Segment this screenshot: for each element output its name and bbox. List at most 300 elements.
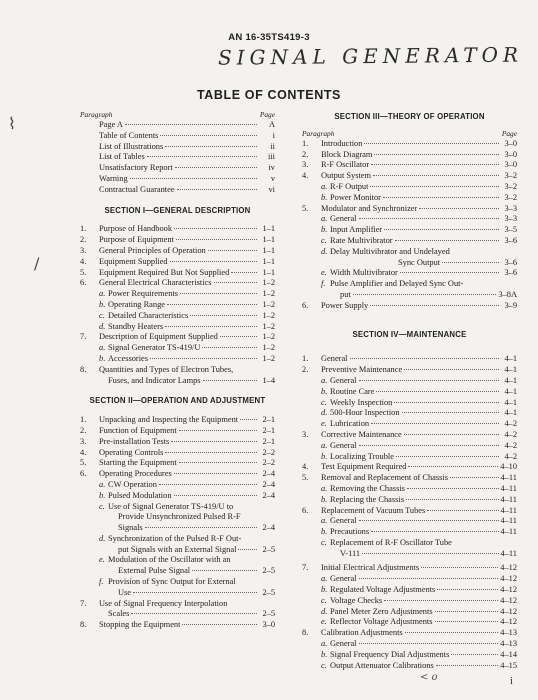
dot-leader bbox=[125, 124, 257, 125]
dot-leader bbox=[374, 154, 499, 155]
subparagraph-letter: d. bbox=[321, 408, 328, 418]
subparagraph-letter: b. bbox=[99, 353, 106, 363]
dot-leader bbox=[130, 178, 257, 179]
toc-entry[interactable] bbox=[80, 480, 275, 491]
entry-title: General bbox=[330, 440, 357, 450]
toc-entry[interactable] bbox=[302, 193, 517, 204]
dot-leader bbox=[371, 423, 499, 424]
entry-page: iv bbox=[268, 163, 275, 173]
toc-entry-continuation[interactable]: Fuses, and Indicator Lamps 1–4 bbox=[108, 375, 275, 385]
toc-entry[interactable] bbox=[302, 473, 517, 484]
toc-entry[interactable] bbox=[302, 365, 517, 376]
section-1-list bbox=[80, 224, 275, 364]
entry-title: General bbox=[330, 516, 357, 526]
toc-entry[interactable] bbox=[302, 495, 517, 506]
toc-entry[interactable] bbox=[302, 387, 517, 398]
subparagraph-letter: a. bbox=[99, 343, 106, 353]
toc-entry[interactable] bbox=[80, 268, 275, 279]
section-2-title: SECTION II—OPERATION AND ADJUSTMENT bbox=[89, 396, 266, 406]
toc-entry[interactable] bbox=[80, 332, 275, 343]
toc-entry[interactable] bbox=[302, 408, 517, 419]
dot-leader bbox=[404, 369, 499, 370]
paragraph-number: 2. bbox=[80, 235, 87, 245]
toc-entry[interactable]: f. Pulse Amplifier and Delayed Sync Out- bbox=[321, 279, 464, 289]
entry-page: 1–2 bbox=[262, 321, 275, 331]
toc-entry[interactable] bbox=[302, 585, 517, 596]
entry-title: Operating Procedures bbox=[99, 469, 172, 479]
subparagraph-letter: b. bbox=[321, 225, 328, 235]
toc-entry[interactable] bbox=[80, 142, 275, 153]
entry-page: 1–2 bbox=[262, 332, 275, 342]
entry-title: Test Equipment Required bbox=[321, 462, 407, 472]
toc-entry[interactable] bbox=[302, 204, 517, 215]
section-1-title: SECTION I—GENERAL DESCRIPTION bbox=[104, 205, 251, 215]
entry-title: Calibration Adjustments bbox=[321, 628, 403, 638]
dot-leader bbox=[359, 218, 499, 219]
toc-entry[interactable] bbox=[80, 426, 275, 437]
entry-page: 4–11 bbox=[500, 516, 517, 526]
entry-title: General bbox=[330, 574, 357, 584]
toc-entry-continuation: Provide Unsynchronized Pulsed R-F bbox=[118, 512, 241, 522]
dot-leader bbox=[171, 441, 257, 442]
dot-leader bbox=[165, 326, 257, 327]
entry-page: 4–14 bbox=[500, 649, 517, 659]
dot-leader bbox=[231, 272, 257, 273]
toc-entry[interactable] bbox=[302, 419, 517, 430]
toc-entry[interactable] bbox=[302, 617, 517, 628]
entry-title: Pre-installation Tests bbox=[99, 436, 170, 446]
entry-page: 3–0 bbox=[504, 149, 517, 159]
subparagraph-letter: b. bbox=[321, 192, 328, 202]
entry-title: Standby Heaters bbox=[108, 321, 164, 331]
entry-page: 4–11 bbox=[500, 473, 517, 483]
toc-entry[interactable] bbox=[302, 661, 517, 672]
dot-leader bbox=[240, 419, 257, 420]
entry-title: General Principles of Operation bbox=[99, 245, 206, 255]
entry-title: Weekly Inspection bbox=[330, 397, 393, 407]
entry-title: General bbox=[330, 214, 357, 224]
paragraph-number: 7. bbox=[302, 563, 309, 573]
subparagraph-letter: c. bbox=[321, 595, 327, 605]
subparagraph-letter: a. bbox=[321, 516, 328, 526]
subparagraph-letter: b. bbox=[321, 585, 328, 595]
toc-right-column bbox=[302, 112, 517, 671]
pencil-mark: < o bbox=[420, 672, 438, 683]
entry-page: 4–11 bbox=[500, 494, 517, 504]
entry-title: Input Amplifier bbox=[330, 225, 383, 235]
dot-leader bbox=[167, 304, 257, 305]
dot-leader bbox=[190, 315, 257, 316]
toc-entry[interactable] bbox=[80, 174, 275, 185]
toc-entry[interactable] bbox=[302, 516, 517, 527]
toc-entry[interactable] bbox=[302, 639, 517, 650]
entry-page: 4–12 bbox=[500, 563, 517, 573]
toc-entry[interactable] bbox=[80, 300, 275, 311]
dot-leader bbox=[165, 452, 257, 453]
entry-title: Contractual Guarantee bbox=[99, 184, 175, 194]
entry-page: 1–2 bbox=[262, 353, 275, 363]
dot-leader bbox=[436, 665, 499, 666]
dot-leader bbox=[396, 456, 499, 457]
toc-entry[interactable] bbox=[80, 120, 275, 131]
toc-entry-continuation[interactable]: Sync Output 3–6 bbox=[398, 257, 517, 267]
toc-entry[interactable]: e. Modulation of the Oscillator with an bbox=[99, 555, 231, 565]
toc-entry[interactable] bbox=[302, 376, 517, 387]
entry-title: General bbox=[330, 375, 357, 385]
dot-leader bbox=[407, 488, 499, 489]
toc-entry[interactable] bbox=[80, 437, 275, 448]
entry-page: 1–2 bbox=[262, 343, 275, 353]
toc-entry[interactable] bbox=[80, 289, 275, 300]
section-3-list bbox=[302, 139, 517, 247]
toc-entry[interactable] bbox=[80, 469, 275, 480]
toc-entry[interactable] bbox=[302, 574, 517, 585]
toc-entry[interactable]: e. Width Multivibrator 3–6 bbox=[321, 268, 517, 278]
toc-entry[interactable] bbox=[302, 650, 517, 661]
dot-leader bbox=[176, 239, 257, 240]
entry-page: A bbox=[268, 120, 275, 129]
dot-leader bbox=[150, 358, 257, 359]
dot-leader bbox=[402, 412, 499, 413]
dot-leader bbox=[406, 499, 499, 500]
toc-entry[interactable]: c. Use of Signal Generator TS-419/U to bbox=[99, 501, 234, 511]
dot-leader bbox=[174, 495, 257, 496]
toc-entry[interactable] bbox=[80, 311, 275, 322]
entry-title: Description of Equipment Supplied bbox=[99, 332, 218, 342]
entry-page: 4–1 bbox=[504, 375, 517, 385]
front-matter-list bbox=[80, 120, 275, 196]
toc-entry[interactable] bbox=[302, 182, 517, 193]
subparagraph-letter: a. bbox=[321, 214, 328, 224]
toc-entry[interactable] bbox=[80, 458, 275, 469]
entry-page: 1–1 bbox=[262, 224, 275, 234]
entry-title: Power Requirements bbox=[108, 289, 179, 299]
entry-title: Replacement of Vacuum Tubes bbox=[321, 505, 426, 515]
toc-entry[interactable] bbox=[302, 139, 517, 150]
toc-entry[interactable] bbox=[302, 430, 517, 441]
dot-leader bbox=[165, 146, 257, 147]
paragraph-number: 6. bbox=[80, 278, 87, 288]
entry-title: Starting the Equipment bbox=[99, 458, 177, 468]
entry-title: CW Operation bbox=[108, 479, 157, 489]
dot-leader bbox=[419, 208, 499, 209]
entry-page: 4–2 bbox=[504, 419, 517, 429]
toc-entry[interactable] bbox=[302, 225, 517, 236]
dot-leader bbox=[220, 336, 257, 337]
section-4-list bbox=[302, 354, 517, 538]
entry-title: Block Diagram bbox=[321, 149, 373, 159]
entry-title: Power Monitor bbox=[330, 192, 381, 202]
page-title: TABLE OF CONTENTS bbox=[197, 88, 341, 102]
entry-title: Purpose of Equipment bbox=[99, 235, 174, 245]
toc-entry[interactable] bbox=[302, 628, 517, 639]
entry-title: Removal and Replacement of Chassis bbox=[321, 473, 448, 483]
subparagraph-letter: b. bbox=[321, 494, 328, 504]
subparagraph-letter: a. bbox=[321, 574, 328, 584]
dot-leader bbox=[371, 531, 498, 532]
toc-entry[interactable]: d. Delay Multivibrator and Undelayed bbox=[321, 246, 450, 256]
paragraph-number: 1. bbox=[302, 354, 309, 364]
section-4-list-continued bbox=[302, 563, 517, 671]
paragraph-number: 4. bbox=[80, 256, 87, 266]
page-header: Page bbox=[259, 110, 275, 119]
toc-entry[interactable] bbox=[302, 484, 517, 495]
column-header bbox=[80, 110, 275, 120]
dot-leader bbox=[370, 186, 499, 187]
toc-entry[interactable]: 6. Power Supply 3–9 bbox=[302, 300, 517, 310]
toc-entry[interactable] bbox=[80, 322, 275, 333]
dot-leader bbox=[427, 510, 498, 511]
section-3-title: SECTION III—THEORY OF OPERATION bbox=[334, 112, 485, 121]
toc-entry[interactable] bbox=[80, 246, 275, 257]
entry-page: 2–1 bbox=[262, 436, 275, 446]
paragraph-number: 5. bbox=[80, 267, 87, 277]
toc-entry-continuation[interactable]: Scales 2–5 bbox=[108, 609, 275, 619]
dot-leader bbox=[147, 156, 257, 157]
entry-title: Operating Range bbox=[108, 299, 165, 309]
toc-entry[interactable] bbox=[80, 278, 275, 289]
dot-leader bbox=[435, 621, 499, 622]
paragraph-number: 5. bbox=[302, 473, 309, 483]
dot-leader bbox=[437, 589, 498, 590]
entry-title: Operating Controls bbox=[99, 447, 164, 457]
subparagraph-letter: b. bbox=[321, 386, 328, 396]
toc-entry[interactable] bbox=[80, 491, 275, 502]
entry-page: 4–1 bbox=[504, 386, 517, 396]
toc-entry[interactable]: f. Provision of Sync Output for External bbox=[99, 577, 236, 587]
entry-page: 1–2 bbox=[262, 310, 275, 320]
subparagraph-letter: e. bbox=[321, 617, 327, 627]
page-number: i bbox=[510, 676, 513, 687]
entry-page: 3–5 bbox=[504, 225, 517, 235]
toc-entry[interactable] bbox=[302, 354, 517, 365]
toc-entry[interactable] bbox=[302, 452, 517, 463]
entry-title: General bbox=[330, 639, 357, 649]
entry-page: 1–2 bbox=[262, 278, 275, 288]
subparagraph-letter: b. bbox=[321, 527, 328, 537]
entry-title: Page A bbox=[99, 120, 123, 129]
toc-entry[interactable] bbox=[80, 343, 275, 354]
toc-entry[interactable] bbox=[302, 596, 517, 607]
entry-page: 4–10 bbox=[500, 462, 517, 472]
entry-title: Preventive Maintenance bbox=[321, 365, 403, 375]
entry-page: 4–12 bbox=[500, 595, 517, 605]
toc-entry-continuation[interactable]: V-111 4–11 bbox=[340, 548, 517, 558]
toc-entry[interactable]: 8. Quantities and Types of Electron Tubes, bbox=[80, 364, 234, 374]
dot-leader bbox=[394, 402, 499, 403]
entry-page: ii bbox=[270, 141, 275, 151]
entry-page: 4–1 bbox=[504, 365, 517, 375]
entry-page: 3–3 bbox=[504, 203, 517, 213]
subparagraph-letter: d. bbox=[99, 321, 106, 331]
toc-entry[interactable] bbox=[302, 607, 517, 618]
entry-page: 4–1 bbox=[504, 397, 517, 407]
entry-page: 1–1 bbox=[262, 245, 275, 255]
entry-page: 4–11 bbox=[500, 527, 517, 537]
entry-page: 3–0 bbox=[504, 160, 517, 170]
entry-title: Lubrication bbox=[330, 419, 370, 429]
dot-leader bbox=[179, 430, 257, 431]
entry-page: 3–0 bbox=[504, 138, 517, 148]
toc-entry-continuation[interactable]: put Signals with an External Signal 2–5 bbox=[118, 544, 275, 554]
section-4-title: SECTION IV—MAINTENANCE bbox=[352, 329, 467, 339]
entry-page: 2–1 bbox=[262, 415, 275, 425]
dot-leader bbox=[373, 175, 499, 176]
dot-leader bbox=[359, 380, 499, 381]
toc-entry[interactable]: 7. Use of Signal Frequency Interpolation bbox=[80, 598, 228, 608]
entry-page: 1–2 bbox=[262, 299, 275, 309]
entry-title: List of Tables bbox=[99, 152, 145, 162]
entry-page: 2–2 bbox=[262, 447, 275, 457]
subparagraph-letter: c. bbox=[321, 397, 327, 407]
subparagraph-letter: e. bbox=[321, 419, 327, 429]
margin-tick-icon: ⌇ bbox=[8, 114, 16, 133]
toc-entry[interactable] bbox=[80, 163, 275, 174]
dot-leader bbox=[371, 164, 499, 165]
entry-title: Modulator and Synchronizer bbox=[321, 203, 418, 213]
toc-entry[interactable] bbox=[80, 185, 275, 196]
dot-leader bbox=[384, 229, 499, 230]
entry-page: 3–2 bbox=[504, 192, 517, 202]
dot-leader bbox=[451, 654, 498, 655]
dot-leader bbox=[450, 477, 499, 478]
entry-title: Removing the Chassis bbox=[330, 483, 405, 493]
paragraph-number: 2. bbox=[302, 365, 309, 375]
dot-leader bbox=[383, 197, 499, 198]
subparagraph-letter: b. bbox=[321, 649, 328, 659]
dot-leader bbox=[359, 578, 499, 579]
entry-page: 4–12 bbox=[500, 585, 517, 595]
toc-entry[interactable] bbox=[302, 398, 517, 409]
handwritten-note: SIGNAL GENERATOR bbox=[217, 42, 524, 70]
toc-entry-continuation[interactable]: Signals 2–4 bbox=[118, 523, 275, 533]
subparagraph-letter: c. bbox=[99, 310, 105, 320]
page-header: Page bbox=[501, 128, 517, 138]
entry-page: 1–1 bbox=[262, 256, 275, 266]
entry-page: 4–11 bbox=[500, 505, 517, 515]
dot-leader bbox=[359, 445, 499, 446]
entry-page: 4–13 bbox=[500, 639, 517, 649]
entry-title: Accessories bbox=[108, 353, 148, 363]
entry-page: 2–2 bbox=[262, 458, 275, 468]
dot-leader bbox=[214, 282, 257, 283]
subparagraph-letter: c. bbox=[321, 660, 327, 670]
entry-page: 4–13 bbox=[500, 628, 517, 638]
subparagraph-letter: d. bbox=[321, 606, 328, 616]
paragraph-number: 2. bbox=[302, 149, 309, 159]
dot-leader bbox=[350, 358, 499, 359]
toc-entry[interactable] bbox=[80, 152, 275, 163]
dot-leader bbox=[174, 473, 257, 474]
toc-entry[interactable] bbox=[302, 527, 517, 538]
toc-entry-continuation[interactable]: External Pulse Signal 2–5 bbox=[118, 566, 275, 576]
paragraph-header: Paragraph bbox=[80, 110, 113, 119]
entry-title: Regulated Voltage Adjustments bbox=[330, 585, 436, 595]
paragraph-number: 4. bbox=[302, 171, 309, 181]
entry-title: Detailed Characteristics bbox=[108, 310, 189, 320]
entry-page: v bbox=[270, 173, 275, 183]
paragraph-number: 8. bbox=[302, 628, 309, 638]
paragraph-number: 6. bbox=[302, 505, 309, 515]
subparagraph-letter: a. bbox=[99, 479, 106, 489]
dot-leader bbox=[405, 632, 499, 633]
entry-page: iii bbox=[268, 152, 275, 162]
entry-title: Routine Care bbox=[330, 386, 375, 396]
entry-title: Rate Multivibrator bbox=[330, 235, 393, 245]
toc-entry[interactable] bbox=[302, 171, 517, 182]
paragraph-number: 3. bbox=[80, 245, 87, 255]
toc-entry-continuation[interactable]: put 3–8A bbox=[340, 289, 517, 299]
entry-page: 4–2 bbox=[504, 440, 517, 450]
paragraph-number: 1. bbox=[302, 138, 309, 148]
toc-entry[interactable] bbox=[302, 441, 517, 452]
entry-title: List of Illustrations bbox=[99, 141, 164, 151]
dot-leader bbox=[159, 484, 257, 485]
toc-entry[interactable] bbox=[80, 235, 275, 246]
dot-leader bbox=[160, 135, 257, 136]
entry-title: Precautions bbox=[330, 527, 370, 537]
toc-entry[interactable] bbox=[80, 257, 275, 268]
toc-entry[interactable] bbox=[302, 462, 517, 473]
entry-title: R-F Oscillator bbox=[321, 160, 370, 170]
entry-title: Output Attenuator Calibrations bbox=[330, 660, 434, 670]
entry-title: R-F Output bbox=[330, 181, 369, 191]
subparagraph-letter: b. bbox=[99, 299, 106, 309]
toc-entry[interactable] bbox=[302, 506, 517, 517]
toc-entry[interactable] bbox=[80, 354, 275, 365]
entry-page: 2–1 bbox=[262, 425, 275, 435]
toc-entry[interactable] bbox=[302, 150, 517, 161]
entry-title: Function of Equipment bbox=[99, 425, 177, 435]
entry-title: Warning bbox=[99, 173, 128, 183]
entry-title: Signal Generator TS-419/U bbox=[108, 343, 201, 353]
toc-entry[interactable] bbox=[302, 563, 517, 574]
paragraph-number: 5. bbox=[80, 458, 87, 468]
toc-entry[interactable] bbox=[302, 236, 517, 247]
entry-page: 1–1 bbox=[262, 267, 275, 277]
toc-entry[interactable] bbox=[80, 415, 275, 426]
paragraph-number: 1. bbox=[80, 415, 87, 425]
entry-title: Pulsed Modulation bbox=[108, 490, 172, 500]
toc-entry[interactable]: 8. Stopping the Equipment 3–0 bbox=[80, 620, 275, 630]
subparagraph-letter: b. bbox=[321, 451, 328, 461]
entry-title: Panel Meter Zero Adjustments bbox=[330, 606, 433, 616]
entry-title: Localizing Trouble bbox=[330, 451, 394, 461]
dot-leader bbox=[435, 611, 499, 612]
dot-leader bbox=[421, 567, 498, 568]
dot-leader bbox=[376, 391, 499, 392]
dot-leader bbox=[359, 643, 499, 644]
entry-page: 4–1 bbox=[504, 354, 517, 364]
dot-leader bbox=[202, 347, 257, 348]
entry-title: Signal Frequency Dial Adjustments bbox=[330, 649, 450, 659]
entry-page: 4–12 bbox=[500, 617, 517, 627]
toc-entry[interactable]: c. Replacement of R-F Oscillator Tube bbox=[321, 537, 452, 547]
toc-entry[interactable] bbox=[302, 214, 517, 225]
entry-title: Unsatisfactory Report bbox=[99, 163, 173, 173]
toc-entry[interactable] bbox=[80, 448, 275, 459]
entry-page: 3–6 bbox=[504, 235, 517, 245]
entry-page: 2–4 bbox=[262, 490, 275, 500]
subparagraph-letter: b. bbox=[99, 490, 106, 500]
paragraph-number: 5. bbox=[302, 203, 309, 213]
toc-entry-continuation[interactable]: Use 2–5 bbox=[118, 587, 275, 597]
toc-entry[interactable]: d. Synchronization of the Pulsed R-F Out- bbox=[99, 533, 242, 543]
entry-title: Corrective Maintenance bbox=[321, 429, 402, 439]
toc-entry[interactable] bbox=[302, 160, 517, 171]
toc-entry[interactable] bbox=[80, 131, 275, 142]
toc-entry[interactable] bbox=[80, 224, 275, 235]
